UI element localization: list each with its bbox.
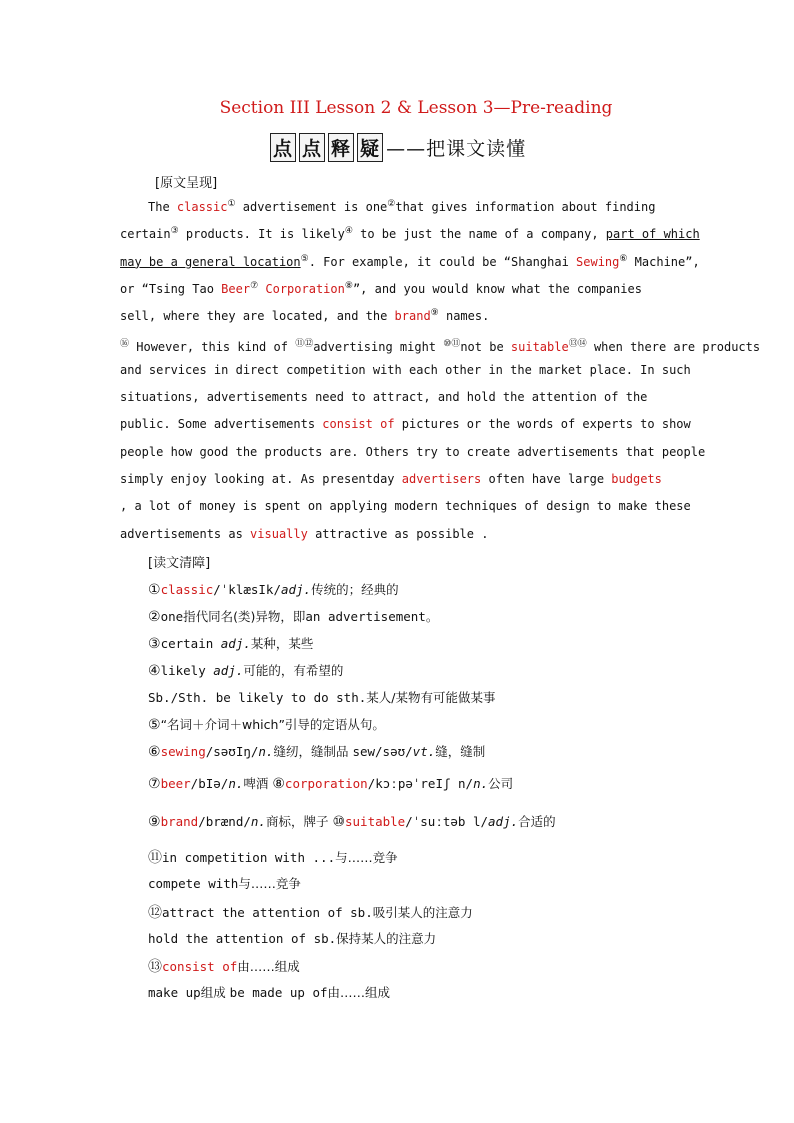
- text-run: beer: [160, 776, 191, 791]
- text-run: ⑩: [332, 814, 345, 830]
- passage-line: [120, 363, 691, 377]
- notes-label: [读文清障]: [148, 556, 211, 571]
- text-run: public. Some advertisements: [120, 417, 323, 432]
- text-run: situations, advertisements need to attract, and hold the attention of the: [120, 390, 648, 405]
- note-line: [148, 661, 343, 679]
- text-run: when there are products: [586, 339, 761, 354]
- text-run: advertisements as: [120, 526, 251, 541]
- text-run: in competition with ...: [162, 850, 336, 865]
- subtitle-box-4: 疑: [357, 133, 383, 162]
- text-run: certain: [160, 636, 221, 651]
- text-run: /səʊIŋ/: [205, 744, 259, 759]
- text-run: ⑬: [148, 959, 162, 975]
- text-run: ①: [227, 199, 236, 209]
- text-run: certain: [120, 227, 171, 242]
- note-line: [148, 607, 438, 625]
- text-run: ⑤: [300, 253, 309, 264]
- text-run: ⑥: [148, 744, 161, 760]
- note-line: [148, 983, 390, 1001]
- passage-line: [120, 472, 662, 486]
- text-run: ②: [387, 199, 396, 209]
- text-run: 由……组成: [237, 959, 300, 974]
- text-run: ⑪⑫: [295, 338, 314, 349]
- section-subtitle: [270, 133, 526, 162]
- text-run: The: [148, 200, 177, 214]
- text-run: 组成: [200, 985, 230, 1000]
- text-run: suitable: [510, 339, 569, 354]
- text-run: corporation: [284, 776, 368, 791]
- text-run: budgets: [611, 472, 662, 486]
- text-run: Sewing: [576, 254, 620, 269]
- text-run: ⑦: [148, 776, 161, 792]
- text-run: , a lot of money is spent on applying modern techniques of design to make these: [120, 499, 691, 514]
- text-run: 某种，某些: [250, 636, 314, 651]
- text-run: /bIə/: [190, 776, 229, 791]
- passage-line: [120, 254, 700, 269]
- text-run: 公司: [488, 776, 514, 791]
- text-run: adj.: [488, 814, 519, 829]
- text-run: and services in direct competition with each other in the market place. In such: [120, 362, 691, 377]
- passage-line: [120, 308, 489, 323]
- passage-line: [120, 527, 488, 541]
- text-run: Machine”,: [627, 254, 700, 269]
- text-run: /kɔːpəˈreIʃ n/: [367, 776, 474, 791]
- note-line: [148, 847, 398, 867]
- note-line: [148, 874, 301, 892]
- text-run: consist of: [322, 417, 395, 432]
- text-run: ⑤: [148, 717, 161, 733]
- note-line: [148, 956, 300, 976]
- text-run: 吸引某人的注意力: [372, 905, 473, 920]
- text-run: that gives information about finding: [395, 200, 656, 214]
- text-run: Sb./Sth. be likely to do sth.: [148, 690, 367, 705]
- text-run: often have large: [481, 472, 612, 486]
- text-run: ⑥: [619, 253, 628, 264]
- text-run: Beer: [221, 281, 251, 296]
- text-run: ⑨: [430, 308, 439, 319]
- text-run: simply enjoy looking at. As presentday: [120, 472, 402, 486]
- text-run: brand: [394, 309, 431, 324]
- passage-line: [120, 226, 700, 241]
- text-run: However, this kind of: [129, 339, 296, 354]
- text-run: attractive as possible .: [307, 526, 489, 541]
- subtitle-box-3: 释: [328, 133, 354, 162]
- text-run: ④: [344, 226, 353, 237]
- text-run: sew/səʊ/: [352, 744, 413, 759]
- text-run: ⑨: [148, 814, 161, 830]
- text-run: 保持某人的注意力: [336, 931, 437, 946]
- text-run: ⑦: [250, 280, 259, 291]
- passage-line: [120, 390, 647, 404]
- text-run: n.: [250, 814, 266, 829]
- text-run: compete with: [148, 876, 239, 891]
- note-line: [148, 929, 436, 947]
- text-run: 缝纫，缝制品: [273, 744, 353, 759]
- passage-line: [120, 336, 760, 354]
- text-run: n.: [258, 744, 274, 759]
- text-run: ⑫: [148, 905, 162, 921]
- text-run: ④: [148, 663, 161, 679]
- text-run: 缝，缝制: [435, 744, 486, 759]
- text-run: advertisers: [401, 472, 482, 486]
- text-run: 某人/某物有可能做某事: [366, 690, 496, 705]
- text-run: 可能的，有希望的: [243, 663, 344, 678]
- text-run: sewing: [160, 744, 206, 759]
- text-run: 与……竞争: [238, 876, 301, 891]
- text-run: ①: [148, 582, 161, 598]
- text-run: /ˈsuːtəb l/: [405, 814, 489, 829]
- note-line: [148, 580, 399, 598]
- text-run: ③: [170, 226, 179, 237]
- text-run: pictures or the words of experts to show: [394, 417, 691, 432]
- text-run: make up: [148, 985, 201, 1000]
- text-run: 与……竞争: [335, 850, 398, 865]
- text-run: n.: [228, 776, 244, 791]
- text-run: be made up of: [229, 985, 328, 1000]
- text-run: sell, where they are located, and the: [120, 309, 395, 324]
- original-text-label: [原文呈现]: [155, 176, 218, 191]
- subtitle-text: ——把课文读懂: [386, 138, 527, 160]
- text-run: people how good the products are. Others try to create advertisements that people: [120, 444, 706, 459]
- text-run: 传统的；经典的: [311, 582, 399, 597]
- text-run: ⑬⑭: [568, 338, 587, 349]
- text-run: 商标，牌子: [265, 814, 333, 829]
- text-run: adj.: [220, 636, 251, 651]
- text-run: adj.: [280, 582, 312, 597]
- text-run: to be just the name of a company,: [352, 227, 606, 242]
- text-run: ”, and you would know what the companies: [352, 281, 642, 296]
- text-run: products. It is likely: [178, 227, 345, 242]
- subtitle-box-1: 点: [270, 133, 296, 162]
- text-run: likely: [160, 663, 214, 678]
- text-run: or “Tsing Tao: [120, 281, 222, 296]
- text-run: ②: [148, 609, 161, 625]
- text-run: consist of: [162, 959, 238, 974]
- passage-line: [120, 445, 705, 459]
- note-line: [148, 774, 513, 792]
- text-run: ⑩⑪: [443, 338, 461, 349]
- text-run: not be: [460, 339, 511, 354]
- note-line: [148, 812, 556, 830]
- text-run: ⑧: [344, 280, 353, 291]
- text-run: 啤酒: [243, 776, 273, 791]
- text-run: ⑯: [120, 338, 130, 349]
- text-run: advertising might: [313, 339, 444, 354]
- text-run: visually: [250, 526, 308, 541]
- text-run: Corporation: [265, 281, 345, 296]
- text-run: . For example, it could be “Shanghai: [308, 254, 577, 269]
- text-run: advertisement is one: [235, 200, 388, 214]
- text-run: attract the attention of sb.: [162, 905, 373, 920]
- text-run: names.: [438, 309, 490, 324]
- text-run: ⑧: [272, 776, 285, 792]
- page-title: Section III Lesson 2 & Lesson 3—Pre-reading: [219, 98, 613, 118]
- text-run: adj.: [213, 663, 244, 678]
- text-run: ⑪: [148, 850, 162, 866]
- text-run: n.: [473, 776, 489, 791]
- text-run: 由……组成: [327, 985, 391, 1000]
- passage-line: [120, 417, 691, 431]
- subtitle-box-2: 点: [299, 133, 325, 162]
- text-run: classic: [160, 582, 214, 597]
- note-line: [148, 715, 385, 733]
- note-line: [148, 688, 495, 706]
- note-line: [148, 902, 473, 922]
- text-run: /ˈklæsIk/: [213, 582, 281, 597]
- text-run: one: [160, 609, 184, 624]
- text-run: brand: [160, 814, 199, 829]
- passage-line: [120, 499, 691, 513]
- text-run: suitable: [345, 814, 406, 829]
- note-line: [148, 742, 485, 760]
- text-run: 指代同名(类)异物，即: [183, 609, 306, 624]
- text-run: vt.: [412, 744, 436, 759]
- text-run: classic: [176, 200, 228, 214]
- text-run: may be a general location: [120, 254, 301, 269]
- text-run: part of which: [605, 227, 700, 242]
- passage-line: [148, 199, 655, 214]
- text-run: an advertisement: [305, 609, 426, 624]
- text-run: 合适的: [518, 814, 556, 829]
- text-run: “名词＋介词＋which”引导的定语从句。: [160, 717, 385, 732]
- text-run: hold the attention of sb.: [148, 931, 337, 946]
- passage-line: [120, 281, 642, 296]
- text-run: ③: [148, 636, 161, 652]
- note-line: [148, 634, 313, 652]
- text-run: 。: [425, 609, 439, 624]
- text-run: /brænd/: [198, 814, 251, 829]
